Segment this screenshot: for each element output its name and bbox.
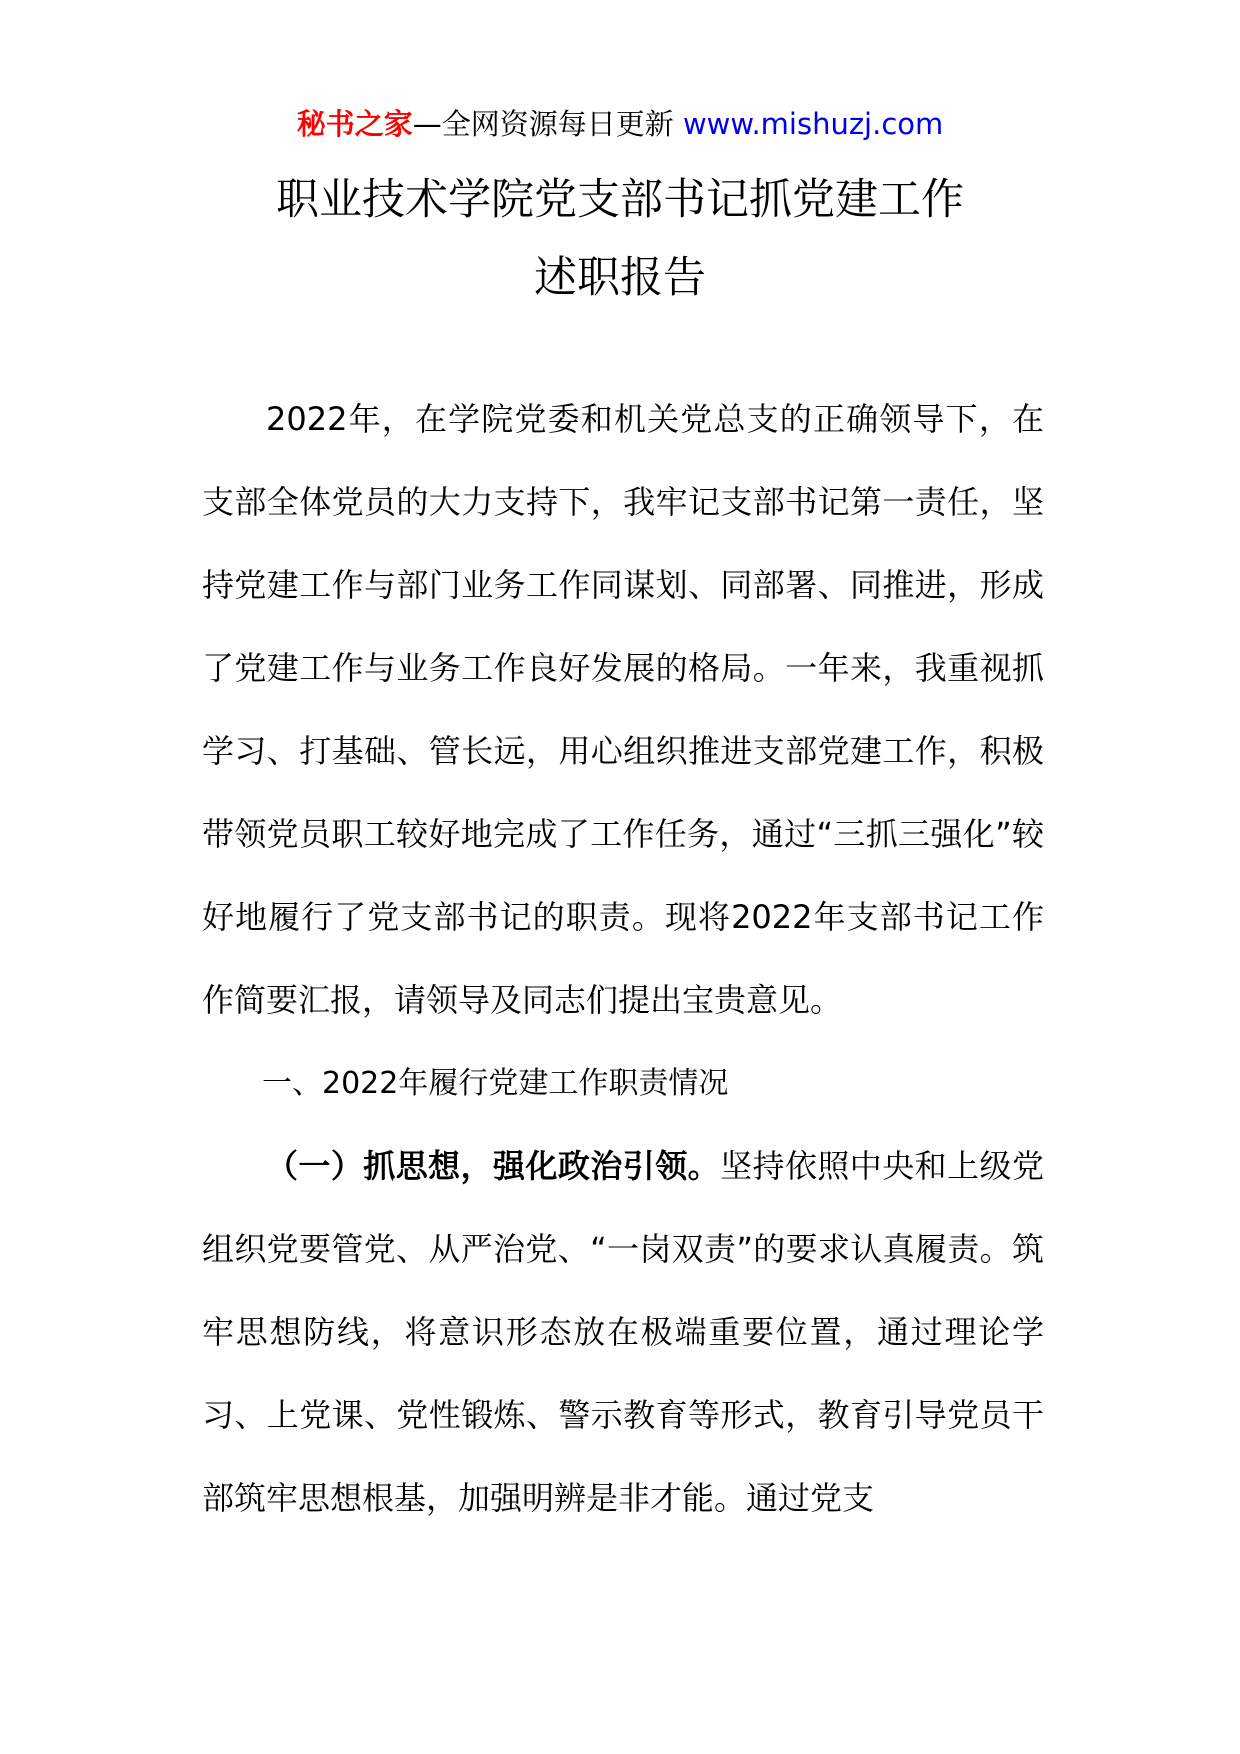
- banner-tagline: —全网资源每日更新: [412, 107, 683, 141]
- intro-paragraph: 2022年，在学院党委和机关党总支的正确领导下，在支部全体党员的大力支持下，我牢记支部书记第一责任，坚持党建工作与部门业务工作同谋划、同部署、同推进，形成了党建工作与业务工作良好发展的格局。一年来，我重视抓学习、打基础、管长远，用心组织推进支部党建工作，积极带领党员职工较好地完成了工作任务，通过“三抓三强化”较好地履行了党支部书记的职责。现将2022年支部书记工作作简要汇报，请领导及同志们提出宝贵意见。: [202, 400, 1044, 1019]
- document-title-line-2: 述职报告: [534, 253, 706, 303]
- site-banner: [0, 104, 1240, 144]
- section-heading: 一、2022年履行党建工作职责情况: [262, 1066, 729, 1101]
- section-paragraph: [202, 1125, 1044, 1540]
- section-lead: （一）抓思想，强化政治引领。: [266, 1147, 721, 1185]
- document-body: [202, 378, 1044, 1540]
- section-text: 坚持依照中央和上级党组织党要管党、从严治党、“一岗双责”的要求认真履责。筑牢思想防线，将意识形态放在极端重要位置，通过理论学习、上党课、党性锻炼、警示教育等形式，教育引导党员干部筑牢思想根基，加强明辨是非才能。通过党支: [202, 1147, 1044, 1517]
- document-title-line-1: 职业技术学院党支部书记抓党建工作: [276, 175, 964, 225]
- site-link[interactable]: www.mishuzj.com: [682, 107, 944, 141]
- brand-name: 秘书之家: [296, 107, 413, 141]
